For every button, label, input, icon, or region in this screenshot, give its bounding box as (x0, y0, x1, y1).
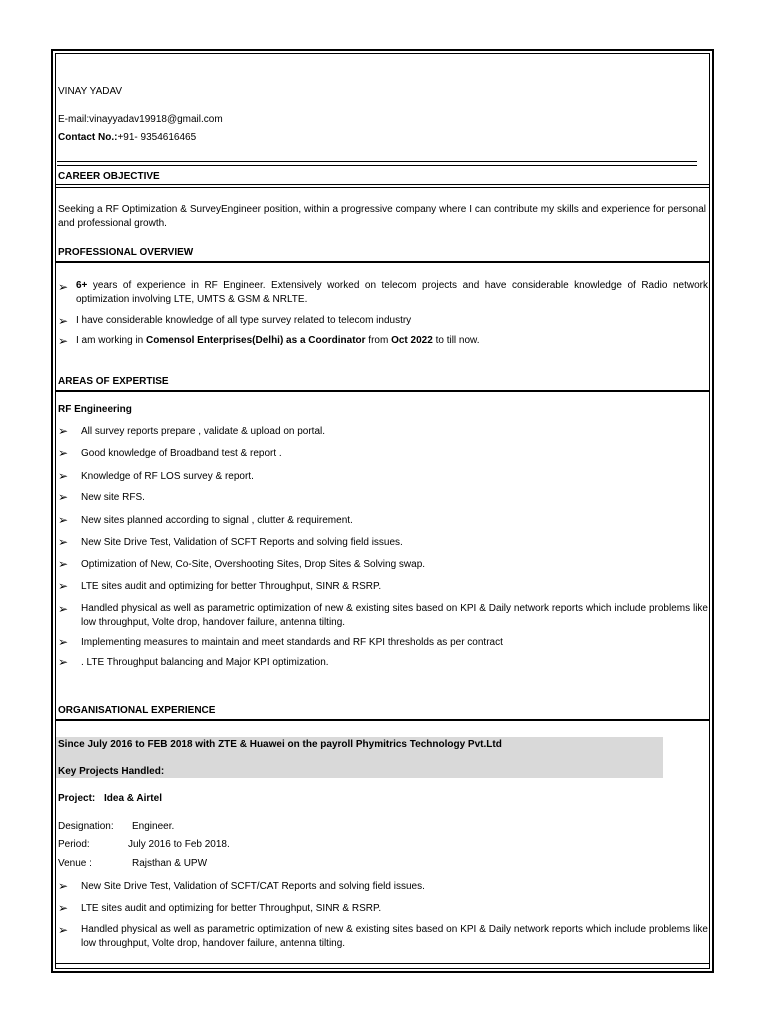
arrow-bullet-icon: ➢ (58, 879, 69, 893)
overview-item (76, 279, 708, 307)
bottom-rule (55, 963, 710, 964)
key-projects-heading: Key Projects Handled: (58, 766, 165, 777)
organisational-experience-heading: ORGANISATIONAL EXPERIENCE (58, 705, 216, 716)
overview-item-text: years of experience in RF Engineer. Extensively worked on telecom projects and have considerable knowledge of Radio network optimization involving LTE, UMTS & GSM & NRLTE. (76, 280, 708, 305)
expertise-item: Optimization of New, Co-Site, Overshooting Sites, Drop Sites & Solving swap. (81, 559, 426, 570)
arrow-bullet-icon: ➢ (58, 424, 69, 438)
professional-overview-heading: PROFESSIONAL OVERVIEW (58, 247, 194, 258)
overview-company: Comensol Enterprises(Delhi) as a Coordinator (146, 335, 366, 346)
arrow-bullet-icon: ➢ (58, 535, 69, 549)
venue-value: Rajsthan & UPW (132, 858, 208, 869)
arrow-bullet-icon: ➢ (58, 655, 69, 669)
candidate-contact (58, 131, 196, 144)
experience-item: LTE sites audit and optimizing for better Throughput, SINR & RSRP. (81, 903, 382, 914)
expertise-item: New Site Drive Test, Validation of SCFT Reports and solving field issues. (81, 537, 403, 548)
contact-label: Contact No.: (58, 132, 118, 143)
employment-summary: Since July 2016 to FEB 2018 with ZTE & Huawei on the payroll Phymitrics Technology Pvt.Ltd (58, 739, 502, 750)
venue-label: Venue : (58, 858, 92, 869)
overview-item (76, 334, 480, 347)
overview-text: I am working in (76, 335, 147, 346)
expertise-item: LTE sites audit and optimizing for better Throughput, SINR & RSRP. (81, 581, 382, 592)
experience-item: New Site Drive Test, Validation of SCFT/CAT Reports and solving field issues. (81, 881, 425, 892)
career-objective-text: Seeking a RF Optimization & SurveyEngineer position, within a progressive company where I can contribute my skills and experience for personal and professional growth. (58, 204, 706, 229)
arrow-bullet-icon: ➢ (58, 513, 69, 527)
overview-text: to till now. (432, 335, 480, 346)
areas-of-expertise-heading: AREAS OF EXPERTISE (58, 376, 169, 387)
overview-years: 6+ (76, 280, 88, 291)
divider-line (57, 165, 697, 166)
designation-value: Engineer. (132, 821, 175, 832)
section-rule (55, 390, 710, 392)
arrow-bullet-icon: ➢ (58, 334, 69, 348)
expertise-item: Knowledge of RF LOS survey & report. (81, 471, 254, 482)
project-value: Idea & Airtel (104, 793, 162, 804)
rf-engineering-subheading: RF Engineering (58, 404, 132, 415)
arrow-bullet-icon: ➢ (58, 469, 69, 483)
overview-item: I have considerable knowledge of all type survey related to telecom industry (76, 315, 412, 326)
contact-value: +91- 9354616465 (117, 132, 197, 143)
expertise-item: New sites planned according to signal , clutter & requirement. (81, 515, 353, 526)
divider-line (57, 161, 697, 162)
project-label: Project: (58, 793, 96, 804)
expertise-item: Implementing measures to maintain and meet standards and RF KPI thresholds as per contract (81, 637, 503, 648)
expertise-item: All survey reports prepare , validate & upload on portal. (81, 426, 326, 437)
expertise-item: Good knowledge of Broadband test & report . (81, 448, 282, 459)
arrow-bullet-icon: ➢ (58, 923, 69, 937)
section-rule (55, 261, 710, 263)
section-rule (55, 184, 710, 185)
expertise-item: . LTE Throughput balancing and Major KPI optimization. (81, 657, 329, 668)
candidate-name: VINAY YADAV (58, 86, 123, 97)
period-value: July 2016 to Feb 2018. (128, 839, 230, 850)
arrow-bullet-icon: ➢ (58, 446, 69, 460)
expertise-item: Handled physical as well as parametric optimization of new & existing sites based on KPI & Daily network reports which include problems like low throughput, Volte drop, handover failure, antenna tilting. (81, 603, 708, 628)
arrow-bullet-icon: ➢ (58, 579, 69, 593)
overview-text: from (365, 335, 392, 346)
arrow-bullet-icon: ➢ (58, 635, 69, 649)
candidate-email: E-mail:vinayyadav19918@gmail.com (58, 114, 223, 125)
arrow-bullet-icon: ➢ (58, 280, 69, 294)
arrow-bullet-icon: ➢ (58, 602, 69, 616)
arrow-bullet-icon: ➢ (58, 557, 69, 571)
arrow-bullet-icon: ➢ (58, 490, 69, 504)
arrow-bullet-icon: ➢ (58, 901, 69, 915)
arrow-bullet-icon: ➢ (58, 314, 69, 328)
experience-item: Handled physical as well as parametric optimization of new & existing sites based on KPI & Daily network reports which include problems like low throughput, Volte drop, handover failure, antenna tilting. (81, 924, 708, 949)
overview-date: Oct 2022 (391, 335, 433, 346)
designation-label: Designation: (58, 821, 114, 832)
section-rule (55, 187, 710, 188)
period-label: Period: (58, 839, 90, 850)
career-objective-heading: CAREER OBJECTIVE (58, 171, 160, 182)
expertise-item: New site RFS. (81, 492, 145, 503)
section-rule (55, 719, 710, 721)
